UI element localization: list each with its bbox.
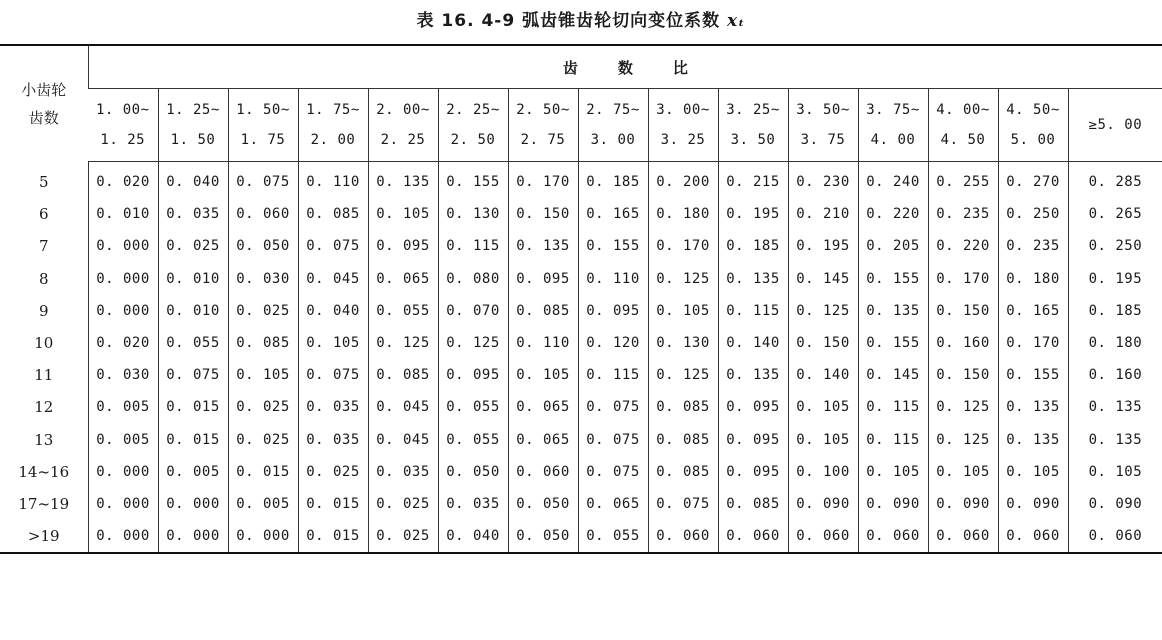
coefficient-cell: 0. 095 (718, 456, 788, 488)
coefficient-cell: 0. 105 (858, 456, 928, 488)
coefficient-cell: 0. 135 (1068, 391, 1162, 423)
coefficient-cell: 0. 195 (1068, 263, 1162, 295)
table-body (0, 162, 1162, 554)
coefficient-cell: 0. 135 (508, 230, 578, 262)
coefficient-cell: 0. 035 (298, 391, 368, 423)
table-row (0, 424, 1162, 456)
coefficient-cell: 0. 105 (368, 198, 438, 230)
coefficient-cell: 0. 240 (858, 162, 928, 199)
coefficient-cell: 0. 135 (998, 391, 1068, 423)
coefficient-cell: 0. 055 (438, 424, 508, 456)
teeth-count-cell: 13 (34, 430, 54, 449)
coefficient-cell: 0. 105 (788, 424, 858, 456)
range-header-from: 2. 75~ (586, 102, 640, 118)
range-header-from: 2. 50~ (516, 102, 570, 118)
coefficient-cell: 0. 075 (158, 359, 228, 391)
coefficient-cell: 0. 220 (858, 198, 928, 230)
coefficient-cell: 0. 170 (648, 230, 718, 262)
coefficient-cell: 0. 075 (648, 488, 718, 520)
coefficient-cell: 0. 185 (718, 230, 788, 262)
coefficient-cell: 0. 105 (788, 391, 858, 423)
range-header-from: 3. 00~ (656, 102, 710, 118)
coefficient-cell: 0. 025 (228, 295, 298, 327)
coefficient-cell: 0. 155 (438, 162, 508, 199)
coefficient-cell: 0. 065 (508, 391, 578, 423)
coefficient-cell: 0. 165 (578, 198, 648, 230)
coefficient-cell: 0. 010 (158, 263, 228, 295)
coefficient-cell: 0. 105 (228, 359, 298, 391)
coefficient-cell: 0. 025 (368, 520, 438, 553)
coefficient-cell: 0. 060 (718, 520, 788, 553)
range-header-row (0, 89, 1162, 162)
teeth-count-cell: 14~16 (18, 462, 70, 481)
coefficient-cell: 0. 220 (928, 230, 998, 262)
coefficient-cell: 0. 090 (998, 488, 1068, 520)
coefficient-table (0, 44, 1162, 554)
teeth-count-cell: 7 (38, 237, 49, 256)
range-header-from: ≥5. 00 (1088, 117, 1143, 133)
range-header-to: 1. 75 (240, 132, 286, 148)
coefficient-cell: 0. 105 (998, 456, 1068, 488)
teeth-count-cell: 12 (34, 398, 54, 417)
coefficient-cell: 0. 045 (368, 391, 438, 423)
coefficient-cell: 0. 005 (158, 456, 228, 488)
coefficient-cell: 0. 110 (578, 263, 648, 295)
coefficient-cell: 0. 115 (718, 295, 788, 327)
coefficient-cell: 0. 285 (1068, 162, 1162, 199)
coefficient-cell: 0. 155 (858, 263, 928, 295)
coefficient-cell: 0. 065 (368, 263, 438, 295)
coefficient-cell: 0. 230 (788, 162, 858, 199)
group-header: 齿数比 (88, 45, 1162, 89)
table-row (0, 230, 1162, 262)
coefficient-cell: 0. 025 (368, 488, 438, 520)
table-row (0, 263, 1162, 295)
coefficient-cell: 0. 060 (998, 520, 1068, 553)
coefficient-cell: 0. 125 (928, 424, 998, 456)
coefficient-cell: 0. 000 (88, 520, 158, 553)
coefficient-cell: 0. 055 (368, 295, 438, 327)
coefficient-cell: 0. 020 (88, 327, 158, 359)
coefficient-cell: 0. 185 (578, 162, 648, 199)
coefficient-cell: 0. 055 (438, 391, 508, 423)
coefficient-cell: 0. 135 (858, 295, 928, 327)
range-header-2 (228, 89, 298, 162)
coefficient-cell: 0. 000 (158, 520, 228, 553)
coefficient-cell: 0. 135 (718, 263, 788, 295)
coefficient-cell: 0. 140 (788, 359, 858, 391)
coefficient-cell: 0. 045 (368, 424, 438, 456)
range-header-12 (928, 89, 998, 162)
coefficient-cell: 0. 025 (228, 424, 298, 456)
range-header-to: 3. 75 (800, 132, 846, 148)
title-symbol: xₜ (727, 11, 746, 31)
coefficient-cell: 0. 210 (788, 198, 858, 230)
coefficient-cell: 0. 045 (298, 263, 368, 295)
coefficient-cell: 0. 115 (858, 391, 928, 423)
coefficient-cell: 0. 090 (788, 488, 858, 520)
coefficient-cell: 0. 105 (508, 359, 578, 391)
range-header-11 (858, 89, 928, 162)
coefficient-cell: 0. 030 (88, 359, 158, 391)
range-header-from: 1. 00~ (95, 102, 150, 118)
coefficient-cell: 0. 075 (298, 359, 368, 391)
coefficient-cell: 0. 095 (368, 230, 438, 262)
coefficient-cell: 0. 075 (578, 391, 648, 423)
coefficient-cell: 0. 095 (508, 263, 578, 295)
coefficient-cell: 0. 085 (228, 327, 298, 359)
coefficient-cell: 0. 075 (578, 456, 648, 488)
teeth-count-cell: 9 (38, 301, 49, 320)
range-header-from: 1. 50~ (236, 102, 290, 118)
range-header-to: 2. 00 (310, 132, 356, 148)
coefficient-cell: 0. 250 (998, 198, 1068, 230)
coefficient-cell: 0. 170 (998, 327, 1068, 359)
coefficient-cell: 0. 035 (158, 198, 228, 230)
coefficient-cell: 0. 085 (508, 295, 578, 327)
coefficient-cell: 0. 060 (648, 520, 718, 553)
coefficient-cell: 0. 015 (298, 520, 368, 553)
coefficient-cell: 0. 105 (298, 327, 368, 359)
coefficient-cell: 0. 180 (1068, 327, 1162, 359)
coefficient-cell: 0. 150 (788, 327, 858, 359)
coefficient-cell: 0. 105 (928, 456, 998, 488)
coefficient-cell: 0. 005 (88, 424, 158, 456)
range-header-to: 4. 00 (870, 132, 916, 148)
coefficient-cell: 0. 155 (858, 327, 928, 359)
coefficient-cell: 0. 160 (1068, 359, 1162, 391)
table-row (0, 359, 1162, 391)
coefficient-cell: 0. 215 (718, 162, 788, 199)
table-row (0, 391, 1162, 423)
coefficient-cell: 0. 025 (158, 230, 228, 262)
coefficient-cell: 0. 035 (298, 424, 368, 456)
range-header-to: 1. 25 (100, 132, 146, 148)
coefficient-cell: 0. 135 (1068, 424, 1162, 456)
coefficient-cell: 0. 115 (438, 230, 508, 262)
coefficient-cell: 0. 000 (88, 295, 158, 327)
range-header-to: 4. 50 (940, 132, 986, 148)
coefficient-cell: 0. 155 (998, 359, 1068, 391)
teeth-count-cell: 11 (34, 366, 54, 385)
coefficient-cell: 0. 000 (228, 520, 298, 553)
table-row (0, 162, 1162, 199)
coefficient-cell: 0. 030 (228, 263, 298, 295)
coefficient-cell: 0. 165 (998, 295, 1068, 327)
table-title-text: 表 16. 4-9 弧齿锥齿轮切向变位系数 (416, 11, 728, 31)
coefficient-cell: 0. 075 (298, 230, 368, 262)
coefficient-cell: 0. 125 (368, 327, 438, 359)
table-row (0, 488, 1162, 520)
coefficient-cell: 0. 060 (858, 520, 928, 553)
coefficient-cell: 0. 090 (1068, 488, 1162, 520)
coefficient-cell: 0. 060 (928, 520, 998, 553)
coefficient-cell: 0. 205 (858, 230, 928, 262)
coefficient-cell: 0. 195 (788, 230, 858, 262)
range-header-from: 1. 75~ (306, 102, 360, 118)
coefficient-cell: 0. 145 (788, 263, 858, 295)
range-header-to: 2. 50 (450, 132, 496, 148)
coefficient-cell: 0. 125 (928, 391, 998, 423)
teeth-count-cell: 8 (38, 269, 49, 288)
coefficient-cell: 0. 135 (998, 424, 1068, 456)
range-header-0 (88, 89, 158, 162)
range-header-to: 2. 25 (380, 132, 426, 148)
coefficient-cell: 0. 265 (1068, 198, 1162, 230)
coefficient-cell: 0. 040 (298, 295, 368, 327)
coefficient-cell: 0. 180 (648, 198, 718, 230)
coefficient-cell: 0. 130 (648, 327, 718, 359)
coefficient-cell: 0. 000 (88, 263, 158, 295)
coefficient-cell: 0. 090 (858, 488, 928, 520)
coefficient-cell: 0. 075 (578, 424, 648, 456)
range-header-8 (648, 89, 718, 162)
coefficient-cell: 0. 040 (158, 162, 228, 199)
coefficient-cell: 0. 160 (928, 327, 998, 359)
coefficient-cell: 0. 035 (438, 488, 508, 520)
coefficient-cell: 0. 060 (508, 456, 578, 488)
coefficient-cell: 0. 110 (298, 162, 368, 199)
coefficient-cell: 0. 095 (718, 424, 788, 456)
coefficient-cell: 0. 035 (368, 456, 438, 488)
coefficient-cell: 0. 050 (508, 520, 578, 553)
coefficient-cell: 0. 010 (88, 198, 158, 230)
coefficient-cell: 0. 095 (718, 391, 788, 423)
teeth-count-cell: 17~19 (18, 494, 70, 513)
range-header-to: 5. 00 (1010, 132, 1056, 148)
coefficient-cell: 0. 270 (998, 162, 1068, 199)
teeth-count-cell: 6 (38, 205, 49, 224)
coefficient-cell: 0. 150 (928, 295, 998, 327)
coefficient-cell: 0. 125 (648, 359, 718, 391)
range-header-from: 4. 00~ (936, 102, 990, 118)
coefficient-cell: 0. 000 (88, 488, 158, 520)
range-header-14 (1068, 89, 1162, 162)
coefficient-cell: 0. 010 (158, 295, 228, 327)
coefficient-cell: 0. 085 (648, 424, 718, 456)
range-header-from: 2. 00~ (376, 102, 430, 118)
coefficient-cell: 0. 060 (228, 198, 298, 230)
range-header-to: 2. 75 (520, 132, 566, 148)
coefficient-cell: 0. 145 (858, 359, 928, 391)
coefficient-cell: 0. 135 (368, 162, 438, 199)
range-header-to: 3. 00 (590, 132, 636, 148)
coefficient-cell: 0. 130 (438, 198, 508, 230)
coefficient-cell: 0. 090 (928, 488, 998, 520)
coefficient-cell: 0. 185 (1068, 295, 1162, 327)
range-header-9 (718, 89, 788, 162)
coefficient-cell: 0. 120 (578, 327, 648, 359)
teeth-count-cell: 10 (34, 334, 54, 353)
coefficient-cell: 0. 170 (508, 162, 578, 199)
range-header-from: 3. 75~ (866, 102, 920, 118)
table-row (0, 198, 1162, 230)
coefficient-cell: 0. 105 (648, 295, 718, 327)
coefficient-cell: 0. 095 (578, 295, 648, 327)
coefficient-cell: 0. 195 (718, 198, 788, 230)
coefficient-cell: 0. 015 (158, 391, 228, 423)
coefficient-cell: 0. 065 (578, 488, 648, 520)
coefficient-cell: 0. 235 (928, 198, 998, 230)
coefficient-cell: 0. 050 (228, 230, 298, 262)
range-header-from: 3. 25~ (726, 102, 780, 118)
coefficient-cell: 0. 110 (508, 327, 578, 359)
range-header-10 (788, 89, 858, 162)
teeth-count-cell: 5 (38, 172, 49, 191)
table-title (0, 8, 1162, 34)
range-header-from: 2. 25~ (446, 102, 500, 118)
coefficient-cell: 0. 055 (578, 520, 648, 553)
coefficient-cell: 0. 060 (788, 520, 858, 553)
coefficient-cell: 0. 015 (228, 456, 298, 488)
coefficient-cell: 0. 125 (788, 295, 858, 327)
coefficient-cell: 0. 135 (718, 359, 788, 391)
coefficient-cell: 0. 025 (298, 456, 368, 488)
coefficient-cell: 0. 125 (438, 327, 508, 359)
coefficient-cell: 0. 100 (788, 456, 858, 488)
coefficient-cell: 0. 085 (368, 359, 438, 391)
coefficient-cell: 0. 170 (928, 263, 998, 295)
coefficient-cell: 0. 080 (438, 263, 508, 295)
teeth-count-cell: >19 (0, 520, 88, 553)
coefficient-cell: 0. 155 (578, 230, 648, 262)
range-header-13 (998, 89, 1068, 162)
range-header-4 (368, 89, 438, 162)
coefficient-cell: 0. 250 (1068, 230, 1162, 262)
coefficient-cell: 0. 075 (228, 162, 298, 199)
coefficient-cell: 0. 020 (88, 162, 158, 199)
coefficient-cell: 0. 015 (158, 424, 228, 456)
coefficient-cell: 0. 025 (228, 391, 298, 423)
coefficient-cell: 0. 150 (508, 198, 578, 230)
range-header-3 (298, 89, 368, 162)
range-header-5 (438, 89, 508, 162)
range-header-7 (578, 89, 648, 162)
coefficient-cell: 0. 005 (88, 391, 158, 423)
coefficient-cell: 0. 235 (998, 230, 1068, 262)
range-header-6 (508, 89, 578, 162)
range-header-to: 1. 50 (170, 132, 216, 148)
coefficient-cell: 0. 105 (1068, 456, 1162, 488)
coefficient-cell: 0. 085 (648, 391, 718, 423)
left-header-line-1: 小齿轮 (21, 80, 67, 99)
coefficient-cell: 0. 060 (1068, 520, 1162, 553)
coefficient-cell: 0. 055 (158, 327, 228, 359)
table-row (0, 295, 1162, 327)
range-header-from: 4. 50~ (1006, 102, 1060, 118)
left-header-line-2: 齿数 (28, 108, 59, 127)
range-header-to: 3. 50 (730, 132, 776, 148)
coefficient-cell: 0. 000 (88, 230, 158, 262)
coefficient-cell: 0. 000 (88, 456, 158, 488)
coefficient-cell: 0. 000 (158, 488, 228, 520)
coefficient-cell: 0. 015 (298, 488, 368, 520)
coefficient-cell: 0. 200 (648, 162, 718, 199)
coefficient-cell: 0. 115 (858, 424, 928, 456)
coefficient-cell: 0. 125 (648, 263, 718, 295)
range-header-1 (158, 89, 228, 162)
coefficient-cell: 0. 050 (508, 488, 578, 520)
coefficient-cell: 0. 050 (438, 456, 508, 488)
coefficient-cell: 0. 140 (718, 327, 788, 359)
range-header-from: 1. 25~ (166, 102, 220, 118)
coefficient-cell: 0. 150 (928, 359, 998, 391)
table-row (0, 456, 1162, 488)
range-header-from: 3. 50~ (796, 102, 850, 118)
coefficient-cell: 0. 085 (648, 456, 718, 488)
range-header-to: 3. 25 (660, 132, 706, 148)
coefficient-cell: 0. 070 (438, 295, 508, 327)
coefficient-cell: 0. 085 (718, 488, 788, 520)
coefficient-cell: 0. 255 (928, 162, 998, 199)
table-row (0, 327, 1162, 359)
table-row (0, 520, 1162, 553)
coefficient-cell: 0. 040 (438, 520, 508, 553)
left-header (0, 45, 88, 162)
coefficient-cell: 0. 085 (298, 198, 368, 230)
coefficient-cell: 0. 005 (228, 488, 298, 520)
coefficient-cell: 0. 115 (578, 359, 648, 391)
coefficient-cell: 0. 065 (508, 424, 578, 456)
coefficient-cell: 0. 180 (998, 263, 1068, 295)
coefficient-cell: 0. 095 (438, 359, 508, 391)
